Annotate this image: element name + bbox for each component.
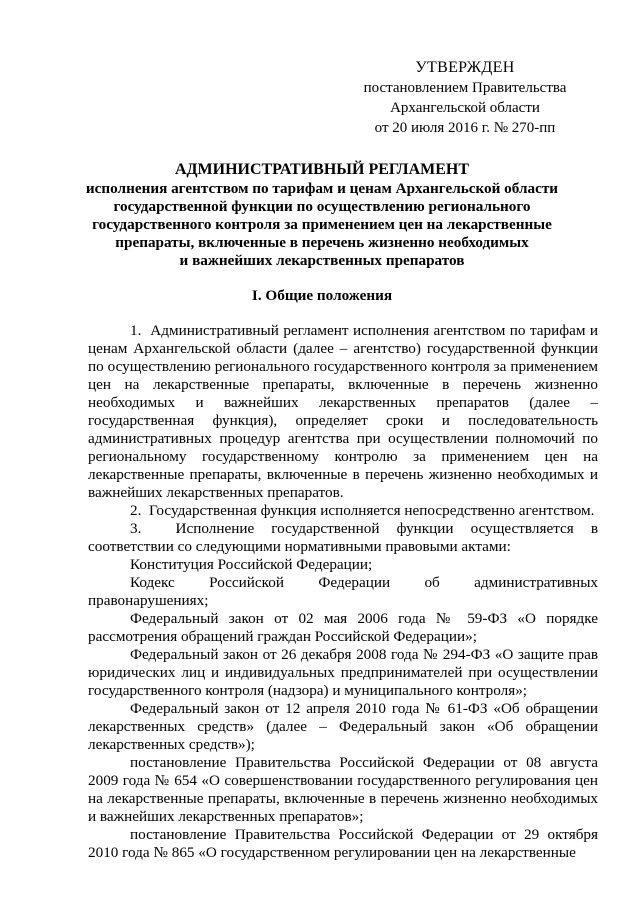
paragraph: Федеральный закон от 02 мая 2006 года № 59-ФЗ «О порядке рассмотрения обращений граждан Российской Федерации»;	[88, 610, 598, 645]
document-subtitle-line: исполнения агентством по тарифам и ценам Архангельской области	[85, 180, 559, 197]
paragraph: 3. Исполнение государственной функции осуществляется в соответствии со следующими нормативными правовыми актами:	[88, 520, 598, 555]
document-subtitle-line: государственной функции по осуществлению регионального	[113, 198, 531, 215]
document-subtitle-line: государственного контроля за применением цен на лекарственные	[92, 216, 552, 233]
paragraph: постановление Правительства Российской Федерации от 29 октября 2010 года № 865 «О государственном регулировании цен на лекарственные	[88, 826, 598, 861]
approval-line-2: Архангельской области	[390, 100, 540, 116]
paragraph: Кодекс Российской Федерации об административных правонарушениях;	[88, 574, 598, 609]
paragraph: Федеральный закон от 26 декабря 2008 года № 294-ФЗ «О защите прав юридических лиц и индивидуальных предпринимателей при осуществлении государственного контроля (надзора) и муниципального контроля»;	[88, 646, 598, 699]
section-heading: I. Общие положения	[251, 287, 393, 304]
document-title: АДМИНИСТРАТИВНЫЙ РЕГЛАМЕНТ	[174, 161, 470, 178]
document-title-block	[82, 160, 562, 270]
paragraph: Федеральный закон от 12 апреля 2010 года № 61-ФЗ «Об обращении лекарственных средств» (далее – Федеральный закон «Об обращении лекарственных средств»);	[88, 700, 598, 753]
approval-line-3: от 20 июля 2016 г. № 270-пп	[374, 120, 556, 136]
paragraph: 1. Административный регламент исполнения агентством по тарифам и ценам Архангельской области (далее – агентство) государственной функции по осуществлению регионального государственного контроля за применением цен на лекарственные препараты, включенные в перечень жизненно необходимых и важнейших лекарственных препаратов (далее – государственная функция), определяет сроки и последовательность административных процедур агентства при осуществлении полномочий по региональному государственному контролю за применением цен на лекарственные препараты, включенные в перечень жизненно необходимых и важнейших лекарственных препаратов.	[88, 322, 598, 501]
paragraph: 2. Государственная функция исполняется непосредственно агентством.	[130, 502, 595, 519]
document-subtitle-line: препараты, включенные в перечень жизненно необходимых	[115, 234, 529, 251]
section-body	[88, 322, 598, 862]
paragraph: Конституция Российской Федерации;	[130, 556, 373, 573]
approval-line-1: постановлением Правительства	[363, 80, 567, 96]
approval-stamp	[345, 58, 585, 138]
document-subtitle-line: и важнейших лекарственных препаратов	[179, 252, 465, 269]
approval-title: УТВЕРЖДЕН	[415, 59, 515, 76]
paragraph: постановление Правительства Российской Федерации от 08 августа 2009 года № 654 «О совершенствовании государственного регулирования цен на лекарственные препараты, включенные в перечень жизненно необходимых и важнейших лекарственных препаратов»;	[88, 754, 598, 825]
